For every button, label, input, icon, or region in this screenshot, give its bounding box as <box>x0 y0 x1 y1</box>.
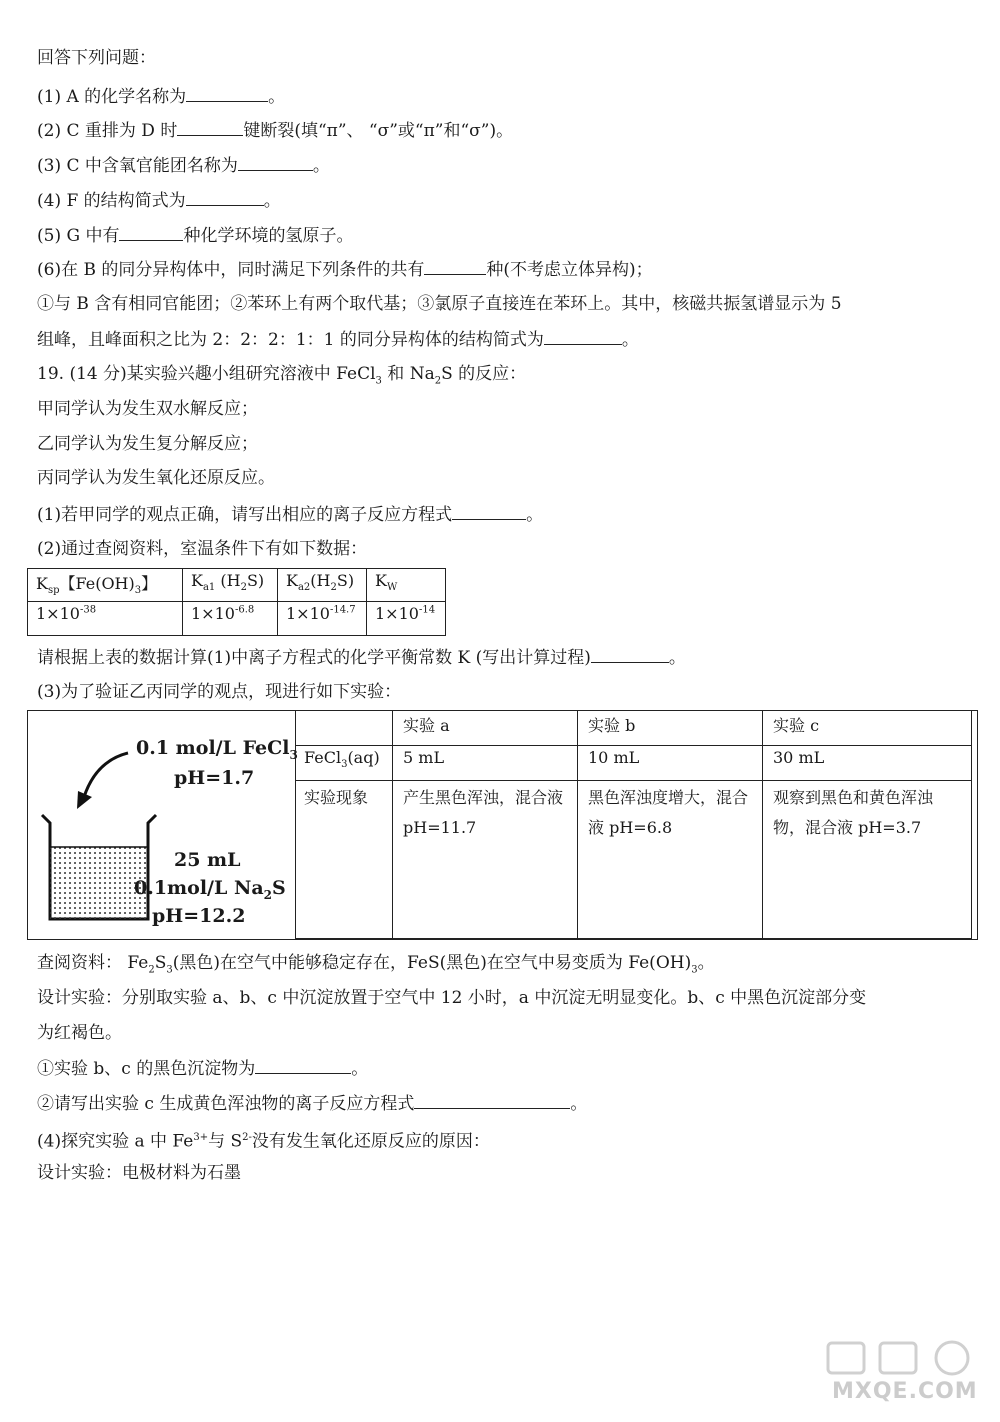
fecl3-label: 0.1 mol/L FeCl$_3$ <box>136 737 298 762</box>
ka1-header: $K_{a1}$ $(H_2S)$ <box>183 569 278 602</box>
exp-a-header: 实验 a <box>393 711 578 746</box>
exp-c-observation: 观察到黑色和黄色浑浊物，混合液 pH=3.7 <box>763 781 972 939</box>
q19-part4-design: 设计实验：电极材料为石墨 <box>37 1163 241 1183</box>
beaker-figure <box>28 711 296 939</box>
ksp-header: $K_{sp}$【$Fe(OH)_3$】 <box>28 569 183 602</box>
answer-blank[interactable] <box>591 646 669 663</box>
answer-blank[interactable] <box>238 154 313 171</box>
watermark-logo <box>818 1339 988 1414</box>
exp-c-header: 实验 c <box>763 711 972 746</box>
q18-part4: (4) F 的结构简式为 。 <box>37 191 281 211</box>
q18-part2: (2) C 重排为 D 时 键断裂(填“π”、 “σ”或“π”和“σ”)。 <box>37 121 514 141</box>
answer-blank[interactable] <box>544 328 622 345</box>
q18-part5: (5) G 中有 种化学环境的氢原子。 <box>37 226 354 246</box>
na2s-ph-label: pH=12.2 <box>152 905 246 927</box>
fecl3-ph-label: pH=1.7 <box>174 767 255 789</box>
q19-part4: (4)探究实验 a 中 $Fe^{3+}$与 $S^{2-}$没有发生氧化还原反应的原因： <box>37 1131 490 1152</box>
q19-heading: 19. (14 分)某实验兴趣小组研究溶液中 FeCl$_3$ 和 $Na_2S$ 的反应： <box>37 364 527 387</box>
answer-blank[interactable] <box>119 224 183 241</box>
q18-part1: (1) A 的化学名称为 。 <box>37 87 286 107</box>
q18-part6-tail: 组峰，且峰面积之比为 2：2：2：1：1 的同分异构体的结构简式为 。 <box>37 330 639 350</box>
exp-b-observation: 黑色浑浊度增大，混合液 pH=6.8 <box>578 781 763 939</box>
q19-jia: 甲同学认为发生双水解反应； <box>37 399 258 419</box>
q19-part2-calc: 请根据上表的数据计算(1)中离子方程式的化学平衡常数 K (写出计算过程) 。 <box>37 648 686 668</box>
experiment-box <box>27 710 978 940</box>
q19-bing: 丙同学认为发生氧化还原反应。 <box>37 468 275 488</box>
answer-blank[interactable] <box>186 85 268 102</box>
ka1-value: $1\times 10^{-6.8}$ <box>183 602 278 636</box>
q19-yi: 乙同学认为发生复分解反应； <box>37 434 258 454</box>
na2s-conc-label: 0.1mol/L $Na_2S$ <box>134 877 286 902</box>
answer-blank[interactable] <box>255 1057 351 1074</box>
answer-blank[interactable] <box>414 1092 570 1109</box>
corner-cell <box>296 711 393 746</box>
exp-c-volume: 30 mL <box>763 746 972 781</box>
design-line-2: 为红褐色。 <box>37 1023 122 1043</box>
sub-question-2: ②请写出实验 c 生成黄色浑浊物的离子反应方程式 。 <box>37 1094 588 1114</box>
q18-part3: (3) C 中含氧官能团名称为 。 <box>37 156 330 176</box>
sub-question-1: ①实验 b、c 的黑色沉淀物为 。 <box>37 1059 369 1079</box>
kw-value: $1\times 10^{-14}$ <box>367 602 446 636</box>
q19-part2: (2)通过查阅资料，室温条件下有如下数据： <box>37 539 368 559</box>
q18-intro: 回答下列问题： <box>37 48 156 68</box>
fecl3-row-label: FeCl$_3$(aq) <box>296 746 393 781</box>
kw-header: $K_W$ <box>367 569 446 602</box>
experiment-table <box>295 710 972 939</box>
answer-blank[interactable] <box>424 258 486 275</box>
answer-blank[interactable] <box>186 189 264 206</box>
exp-b-volume: 10 mL <box>578 746 763 781</box>
design-line-1: 设计实验：分别取实验 a、b、c 中沉淀放置于空气中 12 小时，a 中沉淀无明显变化。b、c 中黑色沉淀部分变 <box>37 988 867 1008</box>
exp-b-header: 实验 b <box>578 711 763 746</box>
q18-part6-conditions: ①与 B 含有相同官能团；②苯环上有两个取代基；③氯原子直接连在苯环上。其中，核磁共振氢谱显示为 5 <box>37 294 842 314</box>
q19-part3: (3)为了验证乙丙同学的观点，现进行如下实验： <box>37 682 402 702</box>
ka2-value: $1\times 10^{-14.7}$ <box>278 602 367 636</box>
q19-part1: (1)若甲同学的观点正确，请写出相应的离子反应方程式 。 <box>37 505 544 525</box>
answer-blank[interactable] <box>177 119 243 136</box>
ka2-header: $K_{a2}(H_2S)$ <box>278 569 367 602</box>
observation-row-label: 实验现象 <box>296 781 393 939</box>
q18-part6: (6)在 B 的同分异构体中，同时满足下列条件的共有 种(不考虑立体异构)； <box>37 260 653 280</box>
reference-note: 查阅资料： $Fe_2S_3$(黑色)在空气中能够稳定存在，FeS(黑色)在空气中易变质为 $Fe(OH)_3$。 <box>37 953 715 976</box>
exp-a-volume: 5 mL <box>393 746 578 781</box>
exp-a-observation: 产生黑色浑浊，混合液 pH=11.7 <box>393 781 578 939</box>
answer-blank[interactable] <box>452 503 526 520</box>
na2s-volume-label: 25 mL <box>174 849 241 871</box>
constants-table <box>27 568 446 636</box>
ksp-value: $1\times 10^{-38}$ <box>28 602 183 636</box>
watermark-text: MXQE.COM <box>832 1379 978 1404</box>
